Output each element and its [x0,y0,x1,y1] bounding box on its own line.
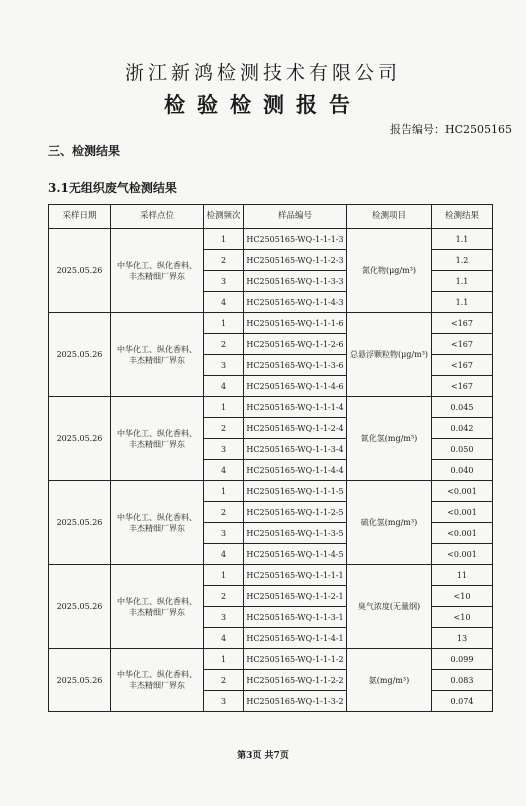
frequency-cell: 3 [204,691,244,712]
frequency-cell: 2 [204,418,244,439]
sample-id-cell: HC2505165-WQ-1-1-3-5 [244,523,347,544]
company-name: 浙江新鸿检测技术有限公司 [124,62,401,84]
result-cell: 0.083 [432,670,493,691]
result-cell: <167 [432,313,493,334]
results-table [48,204,493,712]
sampling-date-cell: 2025.05.26 [49,397,111,481]
result-cell: 1.2 [432,250,493,271]
sampling-location-cell: 中华化工、纵化香料、丰杰精细厂界东 [111,313,204,397]
frequency-cell: 3 [204,523,244,544]
column-header-location: 采样点位 [111,205,204,229]
column-header-date: 采样日期 [49,205,111,229]
result-cell: 13 [432,628,493,649]
sampling-date-cell: 2025.05.26 [49,565,111,649]
table-body [49,229,493,712]
frequency-cell: 3 [204,355,244,376]
result-cell: <10 [432,586,493,607]
test-item-cell: 臭气浓度(无量纲) [347,565,432,649]
sampling-date-cell: 2025.05.26 [49,481,111,565]
result-cell: <0.001 [432,523,493,544]
sampling-location-cell: 中华化工、纵化香料、丰杰精细厂界东 [111,649,204,712]
sample-id-cell: HC2505165-WQ-1-1-4-1 [244,628,347,649]
result-cell: 1.1 [432,271,493,292]
sampling-location-cell: 中华化工、纵化香料、丰杰精细厂界东 [111,397,204,481]
result-cell: <10 [432,607,493,628]
frequency-cell: 1 [204,481,244,502]
test-item-cell: 总悬浮颗粒物(μg/m³) [347,313,432,397]
result-cell: <0.001 [432,502,493,523]
column-header-sample-id: 样品编号 [244,205,347,229]
report-number: 报告编号：HC2505165 [390,123,512,136]
column-header-test-item: 检测项目 [347,205,432,229]
sample-id-cell: HC2505165-WQ-1-1-1-3 [244,229,347,250]
table-row [49,313,493,334]
test-item-cell: 硫化氢(mg/m³) [347,481,432,565]
sampling-location-cell: 中华化工、纵化香料、丰杰精细厂界东 [111,481,204,565]
frequency-cell: 1 [204,565,244,586]
table-row [49,565,493,586]
frequency-cell: 4 [204,292,244,313]
frequency-cell: 4 [204,544,244,565]
frequency-cell: 4 [204,460,244,481]
sample-id-cell: HC2505165-WQ-1-1-3-6 [244,355,347,376]
test-item-cell: 氮化氢(mg/m³) [347,397,432,481]
result-cell: 0.050 [432,439,493,460]
result-cell: <0.001 [432,481,493,502]
result-cell: <167 [432,376,493,397]
sample-id-cell: HC2505165-WQ-1-1-4-5 [244,544,347,565]
sampling-date-cell: 2025.05.26 [49,229,111,313]
sample-id-cell: HC2505165-WQ-1-1-2-1 [244,586,347,607]
frequency-cell: 3 [204,271,244,292]
subsection-title: 3.1无组织废气检测结果 [48,181,177,195]
result-cell: 1.1 [432,292,493,313]
result-cell: 1.1 [432,229,493,250]
sample-id-cell: HC2505165-WQ-1-1-3-4 [244,439,347,460]
sample-id-cell: HC2505165-WQ-1-1-4-3 [244,292,347,313]
sample-id-cell: HC2505165-WQ-1-1-1-1 [244,565,347,586]
frequency-cell: 1 [204,313,244,334]
column-header-result: 检测结果 [432,205,493,229]
result-cell: 11 [432,565,493,586]
frequency-cell: 1 [204,229,244,250]
sample-id-cell: HC2505165-WQ-1-1-2-5 [244,502,347,523]
frequency-cell: 2 [204,502,244,523]
sample-id-cell: HC2505165-WQ-1-1-3-1 [244,607,347,628]
sample-id-cell: HC2505165-WQ-1-1-4-6 [244,376,347,397]
table-row [49,481,493,502]
result-cell: 0.042 [432,418,493,439]
result-cell: 0.040 [432,460,493,481]
sampling-location-cell: 中华化工、纵化香料、丰杰精细厂界东 [111,229,204,313]
sample-id-cell: HC2505165-WQ-1-1-2-4 [244,418,347,439]
report-title: 检验检测报告 [164,92,362,117]
sample-id-cell: HC2505165-WQ-1-1-3-2 [244,691,347,712]
frequency-cell: 4 [204,628,244,649]
frequency-cell: 1 [204,649,244,670]
sample-id-cell: HC2505165-WQ-1-1-4-4 [244,460,347,481]
frequency-cell: 2 [204,586,244,607]
sample-id-cell: HC2505165-WQ-1-1-3-3 [244,271,347,292]
result-cell: 0.045 [432,397,493,418]
test-item-cell: 氨(mg/m³) [347,649,432,712]
sample-id-cell: HC2505165-WQ-1-1-1-2 [244,649,347,670]
frequency-cell: 4 [204,376,244,397]
result-cell: <167 [432,334,493,355]
section-title: 三、检测结果 [48,144,121,158]
frequency-cell: 2 [204,670,244,691]
sample-id-cell: HC2505165-WQ-1-1-1-5 [244,481,347,502]
sample-id-cell: HC2505165-WQ-1-1-1-4 [244,397,347,418]
result-cell: 0.099 [432,649,493,670]
sampling-date-cell: 2025.05.26 [49,649,111,712]
sampling-location-cell: 中华化工、纵化香料、丰杰精细厂界东 [111,565,204,649]
result-cell: <167 [432,355,493,376]
page-number: 第3页 共7页 [237,751,289,761]
sample-id-cell: HC2505165-WQ-1-1-2-3 [244,250,347,271]
table-row [49,649,493,670]
frequency-cell: 3 [204,439,244,460]
frequency-cell: 1 [204,397,244,418]
sampling-date-cell: 2025.05.26 [49,313,111,397]
frequency-cell: 2 [204,250,244,271]
test-item-cell: 氮化物(μg/m³) [347,229,432,313]
frequency-cell: 2 [204,334,244,355]
column-header-frequency: 检测频次 [204,205,244,229]
table-header-row [49,205,493,229]
frequency-cell: 3 [204,607,244,628]
result-cell: <0.001 [432,544,493,565]
result-cell: 0.074 [432,691,493,712]
table-row [49,397,493,418]
sample-id-cell: HC2505165-WQ-1-1-2-2 [244,670,347,691]
table-row [49,229,493,250]
sample-id-cell: HC2505165-WQ-1-1-2-6 [244,334,347,355]
sample-id-cell: HC2505165-WQ-1-1-1-6 [244,313,347,334]
